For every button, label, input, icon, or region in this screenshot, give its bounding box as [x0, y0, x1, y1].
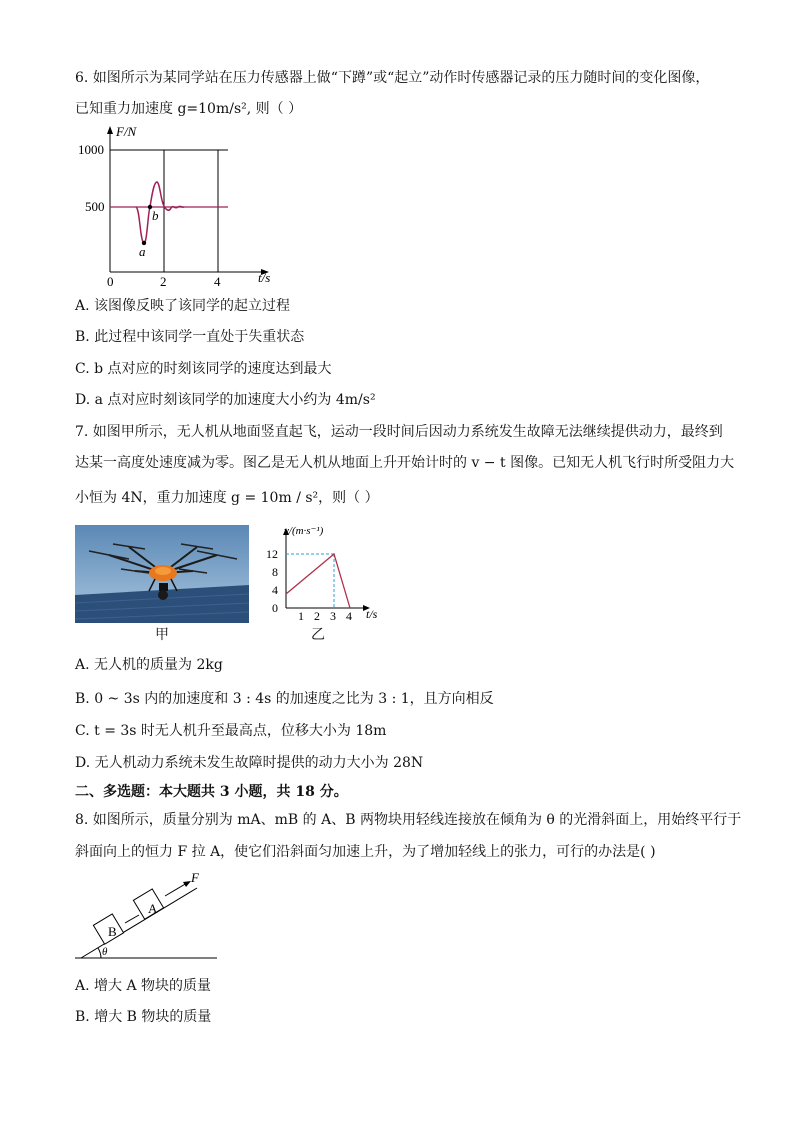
q7-velocity-time-graph — [262, 522, 392, 622]
q6-x-tick-2: 2 — [160, 274, 167, 287]
q6-x-axis-label: t/s — [258, 270, 271, 285]
q6-option-a: A. 该图像反映了该同学的起立过程 — [75, 298, 291, 314]
q6-point-b-label: b — [152, 208, 159, 223]
q8-label-b: B — [108, 924, 117, 939]
q7-stem-line2: 达某一高度处速度减为零。图乙是无人机从地面上升开始计时的 v − t 图像。已知无人机飞行时所受阻力大 — [75, 455, 735, 471]
q7-stem-line1: 7. 如图甲所示，无人机从地面竖直起飞，运动一段时间后因动力系统发生故障无法继续提供动力，最终到 — [75, 424, 723, 440]
q7-x-tick-1: 1 — [298, 609, 304, 622]
q6-stem-line1: 6. 如图所示为某同学站在压力传感器上做“下蹲”或“起立”动作时传感器记录的压力随时间的变化图像， — [75, 70, 710, 86]
q7-y-tick-8: 8 — [272, 565, 278, 579]
q6-point-a-label: a — [139, 244, 146, 259]
q7-x-axis-label: t/s — [366, 607, 378, 621]
q7-option-c: C. t = 3s 时无人机升至最高点，位移大小为 18m — [75, 723, 387, 739]
q7-y-tick-12: 12 — [266, 547, 278, 561]
q7-y-tick-0: 0 — [272, 601, 278, 615]
q6-option-d: D. a 点对应时刻该同学的加速度大小约为 4m/s² — [75, 392, 376, 408]
q8-label-f: F — [191, 870, 199, 885]
q8-label-a: A — [148, 901, 158, 916]
q8-option-a: A. 增大 A 物块的质量 — [75, 978, 212, 994]
q7-x-tick-3: 3 — [330, 609, 336, 622]
q8-stem-line1: 8. 如图所示，质量分别为 mA、mB 的 A、B 两物块用轻线连接放在倾角为 θ 的光滑斜面上，用始终平行于 — [75, 812, 742, 828]
q8-option-b: B. 增大 B 物块的质量 — [75, 1009, 212, 1025]
q7-y-tick-4: 4 — [272, 583, 278, 597]
q8-stem-line2: 斜面向上的恒力 F 拉 A，使它们沿斜面匀加速上升，为了增加轻线上的张力，可行的办法是( ) — [75, 844, 656, 860]
q6-y-tick-500: 500 — [85, 199, 105, 214]
q7-x-tick-2: 2 — [314, 609, 320, 622]
q7-option-a: A. 无人机的质量为 2kg — [75, 657, 223, 673]
q7-stem-line3: 小恒为 4N，重力加速度 g = 10m / s²，则（ ） — [75, 490, 379, 506]
section2-heading: 二、多选题：本大题共 3 小题，共 18 分。 — [75, 784, 348, 800]
q8-label-theta: θ — [102, 946, 108, 958]
q6-option-b: B. 此过程中该同学一直处于失重状态 — [75, 329, 305, 345]
q6-option-c: C. b 点对应的时刻该同学的速度达到最大 — [75, 361, 332, 377]
q6-y-axis-label: F/N — [116, 124, 137, 139]
q7-option-b: B. 0 ~ 3s 内的加速度和 3 : 4s 的加速度之比为 3 : 1，且方向相反 — [75, 691, 494, 707]
q6-x-tick-4: 4 — [214, 274, 221, 287]
q6-x-tick-0: 0 — [107, 274, 114, 287]
q7-option-d: D. 无人机动力系统未发生故障时提供的动力大小为 28N — [75, 755, 424, 771]
q7-y-axis-label: v/(m·s⁻¹) — [284, 525, 324, 537]
q7-drone-photo — [75, 525, 249, 623]
q7-photo-caption: 甲 — [155, 627, 169, 643]
q7-graph-caption: 乙 — [311, 627, 325, 643]
q8-incline-figure — [75, 868, 225, 963]
q6-y-tick-1000: 1000 — [78, 142, 104, 157]
q6-force-time-graph — [70, 122, 290, 287]
q7-x-tick-4: 4 — [346, 609, 352, 622]
q6-stem-line2: 已知重力加速度 g=10m/s², 则（ ） — [75, 101, 303, 117]
